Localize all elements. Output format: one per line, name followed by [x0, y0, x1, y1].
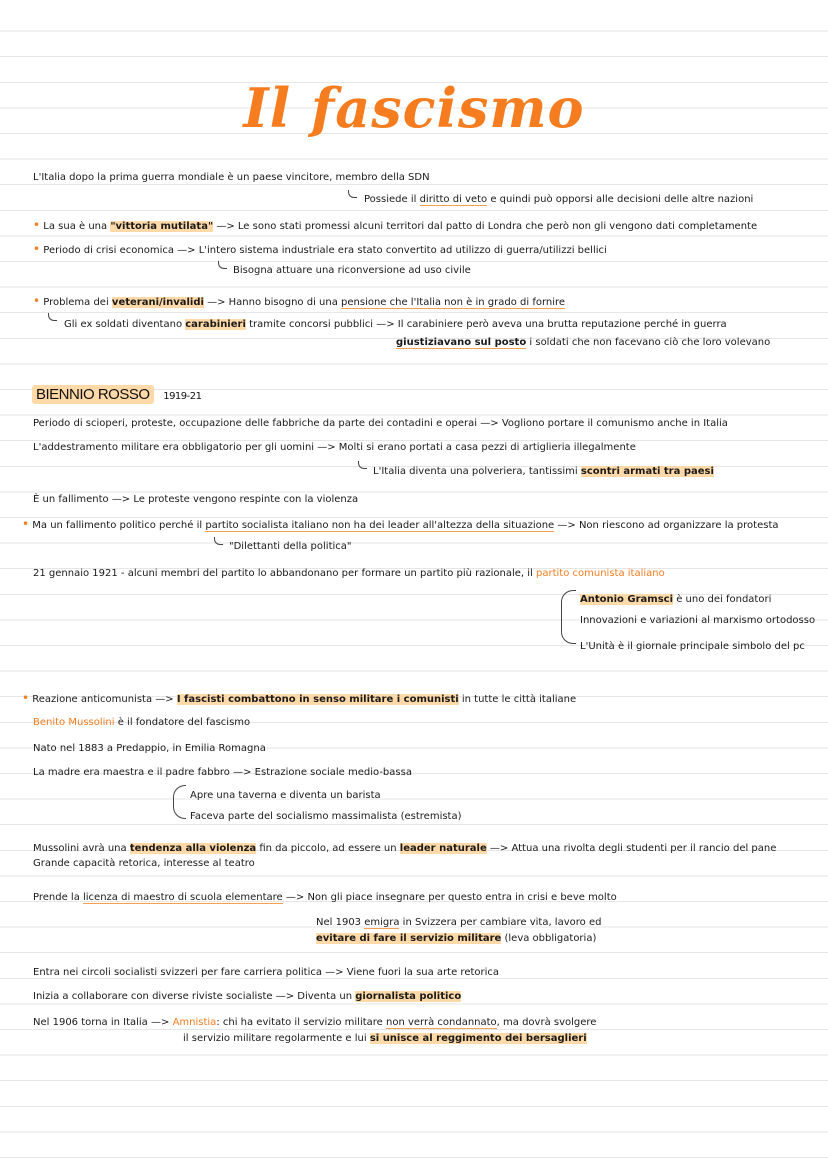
note-line: Prende la licenza di maestro di scuola elementare —> Non gli piace insegnare per questo entra in crisi e beve molto	[33, 892, 617, 903]
hook-arrow-icon	[348, 190, 357, 198]
hook-arrow-icon	[218, 261, 227, 269]
brace-icon	[173, 785, 186, 819]
bullet-icon: •	[33, 294, 41, 308]
note-line: Periodo di scioperi, proteste, occupazione delle fabbriche da parte dei contadini e operai —> Vogliono portare il comunismo anche in Italia	[33, 418, 728, 429]
bullet-icon: •	[33, 218, 41, 232]
note-line: Inizia a collaborare con diverse riviste socialiste —> Diventa un giornalista politico	[33, 991, 462, 1002]
note-line: Benito Mussolini è il fondatore del fascismo	[33, 717, 251, 728]
note-line: Faceva parte del socialismo massimalista (estremista)	[190, 811, 462, 822]
note-line: La madre era maestra e il padre fabbro —> Estrazione sociale medio-bassa	[33, 767, 412, 778]
note-line: giustiziavano sul posto i soldati che non facevano ciò che loro volevano	[396, 337, 771, 348]
note-line: È un fallimento —> Le proteste vengono respinte con la violenza	[33, 494, 359, 505]
page-title: Il fascismo	[243, 76, 585, 140]
note-line: Mussolini avrà una tendenza alla violenza fin da piccolo, ad essere un leader naturale —> Attua una rivolta degli studenti per il rancio del pane	[33, 843, 777, 854]
hook-arrow-icon	[214, 537, 223, 545]
bullet-line: • Periodo di crisi economica —> L'intero sistema industriale era stato convertito ad utilizzo di guerra/utilizzi bellici	[33, 242, 607, 256]
note-line: il servizio militare regolarmente e lui si unisce al reggimento dei bersaglieri	[183, 1033, 587, 1044]
note-line: L'addestramento militare era obbligatorio per gli uomini —> Molti si erano portati a casa pezzi di artiglieria illegalmente	[33, 442, 636, 453]
bullet-icon: •	[22, 517, 30, 531]
bullet-line: • Problema dei veterani/invalidi —> Hanno bisogno di una pensione che l'Italia non è in grado di fornire	[33, 294, 566, 308]
hook-arrow-icon	[48, 313, 57, 321]
note-line: "Dilettanti della politica"	[229, 541, 352, 552]
note-line: Gli ex soldati diventano carabinieri tramite concorsi pubblici —> Il carabiniere però aveva una brutta reputazione perché in guerra	[64, 319, 727, 330]
note-line: Nel 1903 emigra in Svizzera per cambiare vita, lavoro ed	[316, 917, 602, 928]
note-line: L'Unità è il giornale principale simbolo del pc	[580, 641, 805, 652]
note-line: L'Italia diventa una polveriera, tantissimi scontri armati tra paesi	[373, 466, 714, 477]
bullet-line: • Reazione anticomunista —> I fascisti combattono in senso militare i comunisti in tutte le città italiane	[22, 691, 577, 705]
note-line: evitare di fare il servizio militare (leva obbligatoria)	[316, 933, 597, 944]
brace-icon	[561, 590, 576, 644]
note-line: Apre una taverna e diventa un barista	[190, 790, 381, 801]
note-line: Bisogna attuare una riconversione ad uso civile	[233, 265, 471, 276]
note-line: Nel 1906 torna in Italia —> Amnistia: chi ha evitato il servizio militare non verrà condannato, ma dovrà svolgere	[33, 1017, 597, 1028]
note-line: Nato nel 1883 a Predappio, in Emilia Romagna	[33, 743, 266, 754]
hook-arrow-icon	[358, 461, 367, 469]
note-line: Entra nei circoli socialisti svizzeri per fare carriera politica —> Viene fuori la sua arte retorica	[33, 967, 500, 978]
note-line: Grande capacità retorica, interesse al teatro	[33, 858, 255, 869]
note-line: Antonio Gramsci è uno dei fondatori	[580, 594, 772, 605]
note-line: Innovazioni e variazioni al marxismo ortodosso	[580, 615, 816, 626]
bullet-line: • Ma un fallimento politico perché il partito socialista italiano non ha dei leader all'altezza della situazione —> Non riescono ad organizzare la protesta	[22, 517, 779, 531]
note-line: L'Italia dopo la prima guerra mondiale è un paese vincitore, membro della SDN	[33, 172, 430, 183]
bullet-icon: •	[33, 242, 41, 256]
bullet-icon: •	[22, 691, 30, 705]
note-line: Possiede il diritto di veto e quindi può opporsi alle decisioni delle altre nazioni	[364, 194, 754, 205]
note-line: 21 gennaio 1921 - alcuni membri del partito lo abbandonano per formare un partito più razionale, il partito comunista italiano	[33, 568, 665, 579]
section-heading: BIENNIO ROSSO 1919-21	[32, 386, 202, 403]
bullet-line: • La sua è una "vittoria mutilata" —> Le sono stati promessi alcuni territori dal patto di Londra che però non gli vengono dati completamente	[33, 218, 758, 232]
